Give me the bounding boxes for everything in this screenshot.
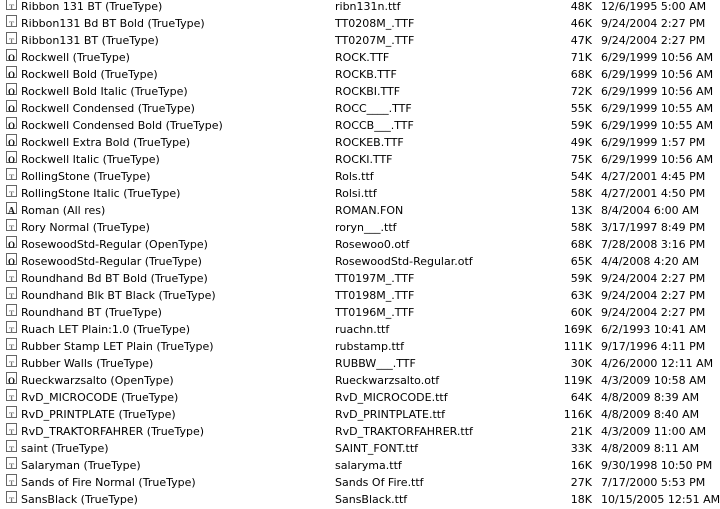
modified-date: 6/29/1999 10:56 AM	[601, 68, 714, 81]
file-name: TT0197M_.TTF	[335, 272, 415, 285]
file-name: ROCC____.TTF	[335, 102, 412, 115]
font-name: Rockwell (TrueType)	[21, 51, 130, 64]
file-name: rubstamp.ttf	[335, 340, 404, 353]
font-name: Salaryman (TrueType)	[21, 459, 141, 472]
file-size: 68K	[570, 68, 592, 81]
modified-date: 3/17/1997 8:49 PM	[601, 221, 706, 234]
file-name: ROCK.TTF	[335, 51, 390, 64]
modified-date: 9/24/2004 2:27 PM	[601, 306, 706, 319]
font-row[interactable]	[0, 338, 712, 355]
truetype-icon	[6, 406, 17, 418]
font-row[interactable]	[0, 219, 712, 236]
font-row[interactable]	[0, 49, 712, 66]
font-name: Ruach LET Plain:1.0 (TrueType)	[21, 323, 191, 336]
modified-date: 9/17/1996 4:11 PM	[601, 340, 706, 353]
font-row[interactable]	[0, 32, 712, 49]
file-size: 33K	[570, 442, 592, 455]
file-name: RvD_MICROCODE.ttf	[335, 391, 448, 404]
font-row[interactable]	[0, 491, 720, 508]
file-size: 58K	[570, 221, 592, 234]
modified-date: 6/29/1999 10:56 AM	[601, 51, 714, 64]
font-name: Rockwell Condensed (TrueType)	[21, 102, 195, 115]
opentype-icon	[6, 83, 17, 95]
font-row[interactable]	[0, 185, 712, 202]
truetype-icon	[6, 321, 17, 333]
file-size: 16K	[570, 459, 592, 472]
file-size: 75K	[570, 153, 592, 166]
file-size: 47K	[570, 34, 592, 47]
truetype-icon	[6, 440, 17, 452]
font-name: SansBlack (TrueType)	[21, 493, 138, 506]
font-row[interactable]	[0, 372, 712, 389]
file-name: RUBBW___.TTF	[335, 357, 416, 370]
file-size: 27K	[570, 476, 592, 489]
font-name: Rubber Walls (TrueType)	[21, 357, 154, 370]
modified-date: 4/27/2001 4:50 PM	[601, 187, 706, 200]
font-name: Rubber Stamp LET Plain (TrueType)	[21, 340, 214, 353]
modified-date: 4/8/2009 8:40 AM	[601, 408, 700, 421]
font-row[interactable]	[0, 134, 712, 151]
font-row[interactable]	[0, 270, 712, 287]
modified-date: 4/3/2009 11:00 AM	[601, 425, 707, 438]
font-name: Rockwell Bold Italic (TrueType)	[21, 85, 188, 98]
modified-date: 6/29/1999 10:55 AM	[601, 119, 714, 132]
opentype-icon	[6, 100, 17, 112]
file-size: 18K	[570, 493, 592, 506]
truetype-icon	[6, 270, 17, 282]
file-size: 13K	[570, 204, 592, 217]
opentype-icon	[6, 372, 17, 384]
modified-date: 6/29/1999 10:56 AM	[601, 85, 714, 98]
file-name: TT0196M_.TTF	[335, 306, 415, 319]
opentype-icon	[6, 117, 17, 129]
file-name: RvD_TRAKTORFAHRER.ttf	[335, 425, 473, 438]
font-name: Roundhand Bd BT Bold (TrueType)	[21, 272, 208, 285]
font-name: Rockwell Bold (TrueType)	[21, 68, 158, 81]
file-name: salaryma.ttf	[335, 459, 402, 472]
font-name: RvD_MICROCODE (TrueType)	[21, 391, 179, 404]
modified-date: 7/28/2008 3:16 PM	[601, 238, 706, 251]
file-name: ROCCB___.TTF	[335, 119, 414, 132]
modified-date: 8/4/2004 6:00 AM	[601, 204, 700, 217]
file-name: SansBlack.ttf	[335, 493, 408, 506]
truetype-icon	[6, 185, 17, 197]
file-size: 169K	[563, 323, 592, 336]
modified-date: 10/15/2005 12:51 AM	[601, 493, 720, 506]
file-name: ROCKB.TTF	[335, 68, 397, 81]
truetype-icon	[6, 474, 17, 486]
file-size: 64K	[570, 391, 592, 404]
font-row[interactable]	[0, 83, 712, 100]
truetype-icon	[6, 219, 17, 231]
font-row[interactable]	[0, 406, 712, 423]
file-size: 116K	[563, 408, 592, 421]
file-name: RosewoodStd-Regular.otf	[335, 255, 473, 268]
font-row[interactable]	[0, 15, 712, 32]
file-size: 63K	[570, 289, 592, 302]
modified-date: 9/24/2004 2:27 PM	[601, 272, 706, 285]
modified-date: 4/8/2009 8:39 AM	[601, 391, 700, 404]
file-name: ROCKI.TTF	[335, 153, 393, 166]
modified-date: 4/3/2009 10:58 AM	[601, 374, 707, 387]
font-name: RvD_PRINTPLATE (TrueType)	[21, 408, 176, 421]
font-name: saint (TrueType)	[21, 442, 109, 455]
truetype-icon	[6, 304, 17, 316]
truetype-icon	[6, 491, 17, 503]
file-size: 46K	[570, 17, 592, 30]
truetype-icon	[6, 287, 17, 299]
file-name: ROCKBI.TTF	[335, 85, 401, 98]
file-name: ROMAN.FON	[335, 204, 404, 217]
file-size: 58K	[570, 187, 592, 200]
modified-date: 4/27/2001 4:45 PM	[601, 170, 706, 183]
truetype-icon	[6, 0, 17, 10]
font-row[interactable]	[0, 151, 712, 168]
opentype-icon	[6, 253, 17, 265]
opentype-icon	[6, 134, 17, 146]
truetype-icon	[6, 457, 17, 469]
modified-date: 4/8/2009 8:11 AM	[601, 442, 700, 455]
font-name: Roman (All res)	[21, 204, 106, 217]
font-name: Rockwell Extra Bold (TrueType)	[21, 136, 191, 149]
font-row[interactable]	[0, 423, 712, 440]
font-row[interactable]	[0, 100, 712, 117]
file-size: 111K	[563, 340, 592, 353]
file-name: Rueckwarzsalto.otf	[335, 374, 440, 387]
modified-date: 6/2/1993 10:41 AM	[601, 323, 707, 336]
font-name: RosewoodStd-Regular (TrueType)	[21, 255, 202, 268]
file-name: Rolsi.ttf	[335, 187, 377, 200]
file-name: Sands Of Fire.ttf	[335, 476, 424, 489]
truetype-icon	[6, 338, 17, 350]
opentype-icon	[6, 66, 17, 78]
font-row[interactable]	[0, 236, 712, 253]
truetype-icon	[6, 355, 17, 367]
modified-date: 9/24/2004 2:27 PM	[601, 34, 706, 47]
font-row[interactable]	[0, 321, 712, 338]
opentype-icon	[6, 236, 17, 248]
modified-date: 9/30/1998 10:50 PM	[601, 459, 713, 472]
file-size: 54K	[570, 170, 592, 183]
font-name: RvD_TRAKTORFAHRER (TrueType)	[21, 425, 205, 438]
font-row[interactable]	[0, 355, 712, 372]
file-size: 119K	[563, 374, 592, 387]
modified-date: 4/4/2008 4:20 AM	[601, 255, 700, 268]
font-row[interactable]	[0, 253, 712, 270]
modified-date: 7/17/2000 5:53 PM	[601, 476, 706, 489]
font-name: RollingStone Italic (TrueType)	[21, 187, 181, 200]
font-name: RollingStone (TrueType)	[21, 170, 151, 183]
opentype-icon	[6, 49, 17, 61]
font-row[interactable]	[0, 389, 712, 406]
file-name: SAINT_FONT.ttf	[335, 442, 419, 455]
modified-date: 12/6/1995 5:00 AM	[601, 0, 707, 13]
modified-date: 9/24/2004 2:27 PM	[601, 289, 706, 302]
file-name: RvD_PRINTPLATE.ttf	[335, 408, 445, 421]
font-row[interactable]	[0, 168, 712, 185]
file-size: 72K	[570, 85, 592, 98]
modified-date: 6/29/1999 10:55 AM	[601, 102, 714, 115]
font-name: Rueckwarzsalto (OpenType)	[21, 374, 174, 387]
truetype-icon	[6, 15, 17, 27]
font-row[interactable]	[0, 440, 712, 457]
font-row[interactable]	[0, 287, 712, 304]
font-row[interactable]	[0, 0, 712, 15]
file-name: TT0208M_.TTF	[335, 17, 415, 30]
font-name: Roundhand Blk BT Black (TrueType)	[21, 289, 216, 302]
font-name: Rockwell Italic (TrueType)	[21, 153, 160, 166]
truetype-icon	[6, 168, 17, 180]
file-name: roryn___.ttf	[335, 221, 397, 234]
file-name: TT0207M_.TTF	[335, 34, 415, 47]
file-name: ROCKEB.TTF	[335, 136, 404, 149]
truetype-icon	[6, 32, 17, 44]
font-name: Ribbon131 BT (TrueType)	[21, 34, 159, 47]
file-size: 65K	[570, 255, 592, 268]
file-name: Rols.ttf	[335, 170, 374, 183]
font-row[interactable]	[0, 457, 712, 474]
file-name: ruachn.ttf	[335, 323, 390, 336]
file-size: 21K	[570, 425, 592, 438]
raster-font-icon	[6, 202, 17, 214]
font-name: Rockwell Condensed Bold (TrueType)	[21, 119, 223, 132]
file-size: 71K	[570, 51, 592, 64]
font-row[interactable]	[0, 202, 712, 219]
modified-date: 4/26/2000 12:11 AM	[601, 357, 714, 370]
font-row[interactable]	[0, 474, 712, 491]
file-name: TT0198M_.TTF	[335, 289, 415, 302]
file-name: Rosewoo0.otf	[335, 238, 410, 251]
font-name: Ribbon 131 BT (TrueType)	[21, 0, 163, 13]
modified-date: 9/24/2004 2:27 PM	[601, 17, 706, 30]
file-size: 30K	[570, 357, 592, 370]
font-row[interactable]	[0, 304, 712, 321]
file-size: 48K	[570, 0, 592, 13]
font-row[interactable]	[0, 117, 712, 134]
file-size: 55K	[570, 102, 592, 115]
file-size: 59K	[570, 119, 592, 132]
file-size: 59K	[570, 272, 592, 285]
truetype-icon	[6, 423, 17, 435]
file-size: 68K	[570, 238, 592, 251]
modified-date: 6/29/1999 1:57 PM	[601, 136, 706, 149]
file-size: 60K	[570, 306, 592, 319]
file-name: ribn131n.ttf	[335, 0, 401, 13]
font-row[interactable]	[0, 66, 712, 83]
truetype-icon	[6, 389, 17, 401]
font-name: Sands of Fire Normal (TrueType)	[21, 476, 196, 489]
opentype-icon	[6, 151, 17, 163]
font-name: RosewoodStd-Regular (OpenType)	[21, 238, 208, 251]
modified-date: 6/29/1999 10:56 AM	[601, 153, 714, 166]
font-name: Ribbon131 Bd BT Bold (TrueType)	[21, 17, 205, 30]
font-name: Roundhand BT (TrueType)	[21, 306, 162, 319]
font-name: Rory Normal (TrueType)	[21, 221, 150, 234]
file-size: 49K	[570, 136, 592, 149]
